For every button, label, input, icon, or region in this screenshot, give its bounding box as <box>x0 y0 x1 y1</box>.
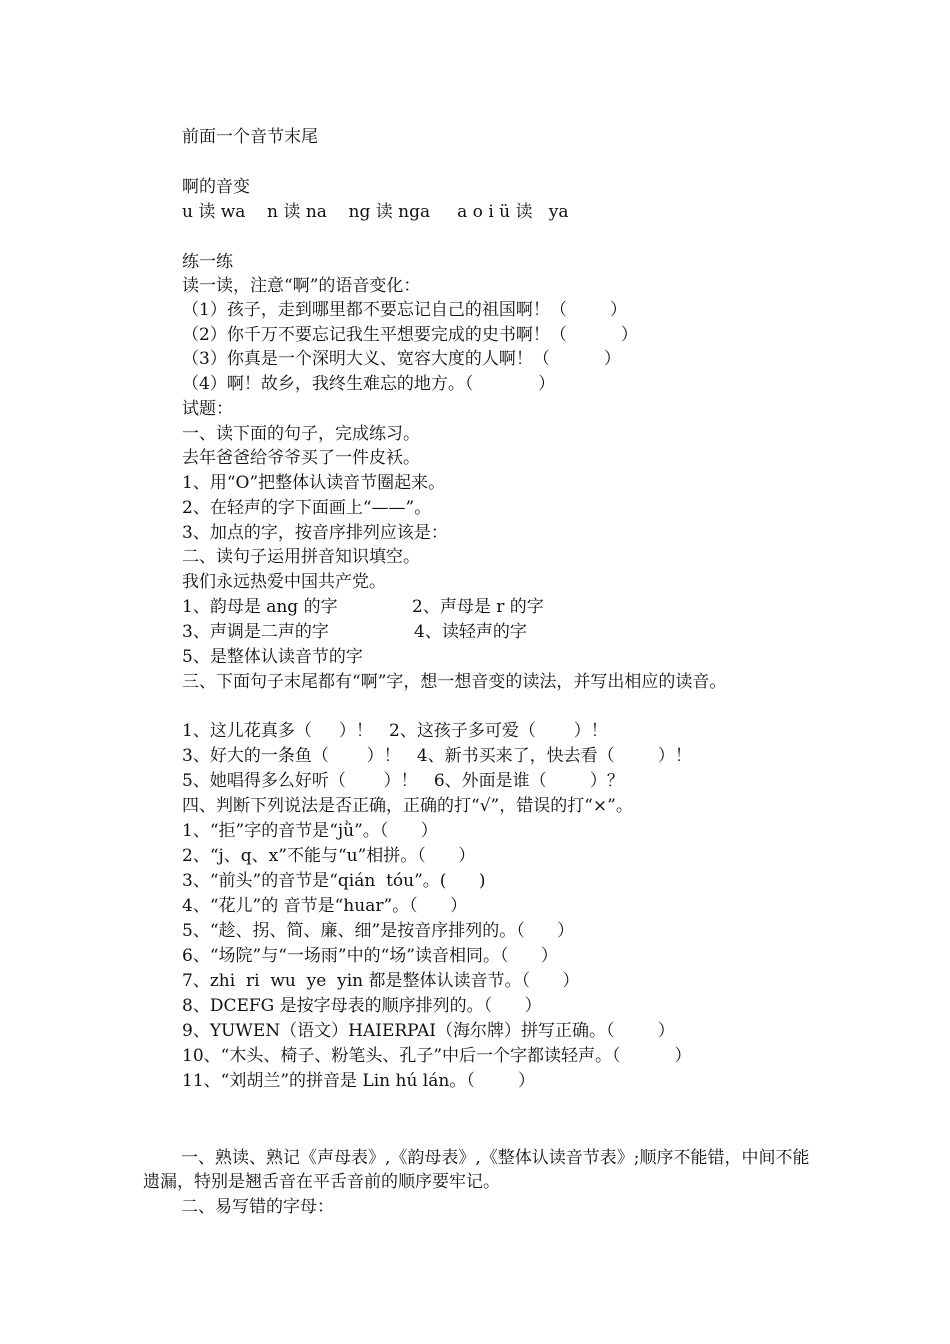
q2-sentence: 我们永远热爱中国共产党。 <box>182 572 386 592</box>
practice-title: 练一练 <box>182 252 233 272</box>
q2-title: 二、读句子运用拼音知识填空。 <box>182 547 420 567</box>
a-change-title: 啊的音变 <box>182 177 250 197</box>
a-change-rule: u 读 wa n 读 na ng 读 nga a o i ü 读 ya <box>182 202 569 222</box>
q4-title: 四、判断下列说法是否正确，正确的打“√”，错误的打“×”。 <box>182 796 633 816</box>
q2-item: 2、声母是 r 的字 <box>412 597 544 617</box>
q2-item: 4、读轻声的字 <box>414 622 527 642</box>
section-end-text: 前面一个音节末尾 <box>182 127 318 147</box>
q4-item: 6、“场院”与“一场雨”中的“场”读音相同。（ ） <box>182 946 558 966</box>
q4-item: 1、“拒”字的音节是“jǜ”。（ ） <box>182 821 438 841</box>
practice-item: （2）你千万不要忘记我生平想要完成的史书啊！（ ） <box>182 325 638 345</box>
q3-title: 三、下面句子末尾都有“啊”字，想一想音变的读法，并写出相应的读音。 <box>182 672 727 692</box>
q4-item: 2、“j、q、x”不能与“u”相拼。（ ） <box>182 846 476 866</box>
q1-title: 一、读下面的句子，完成练习。 <box>182 424 420 444</box>
q4-item: 9、YUWEN（语文）HAIERPAI（海尔牌）拼写正确。（ ） <box>182 1021 675 1041</box>
q4-item: 4、“花儿”的 音节是“huar”。（ ） <box>182 896 468 916</box>
q4-item: 7、zhi ri wu ye yin 都是整体认读音节。（ ） <box>182 971 580 991</box>
q4-item: 3、“前头”的音节是“qián tóu”。( ) <box>182 871 486 891</box>
q1-item: 1、用“O”把整体认读音节圈起来。 <box>182 473 446 493</box>
notes-paragraph: 一、熟读、熟记《声母表》,《韵母表》,《整体认读音节表》;顺序不能错，中间不能遗漏，特别是翘舌音在平舌音前的顺序要牢记。 <box>143 1148 810 1192</box>
test-title: 试题： <box>182 399 233 419</box>
q2-item: 3、声调是二声的字 <box>182 622 329 642</box>
q2-item: 1、韵母是 ang 的字 <box>182 597 338 617</box>
q1-item: 2、在轻声的字下面画上“——”。 <box>182 498 432 518</box>
q4-item: 5、“趁、拐、简、廉、细”是按音序排列的。（ ） <box>182 921 575 941</box>
q1-item: 3、加点的字，按音序排列应该是： <box>182 523 448 543</box>
notes-paragraph: 二、易写错的字母： <box>181 1197 334 1217</box>
practice-item: （3）你真是一个深明大义、宽容大度的人啊！（ ） <box>182 349 621 369</box>
q3-row: 3、好大的一条鱼（ ）！ 4、新书买来了，快去看（ ）！ <box>182 746 692 766</box>
q3-row: 1、这儿花真多（ ）！ 2、这孩子多可爱（ ）！ <box>182 721 608 741</box>
q1-sentence: 去年爸爸给爷爷买了一件皮袄。 <box>182 448 420 468</box>
practice-item: （1）孩子，走到哪里都不要忘记自己的祖国啊！（ ） <box>182 300 628 320</box>
q4-item: 8、DCEFG 是按字母表的顺序排列的。（ ） <box>182 996 542 1016</box>
q4-item: 11、“刘胡兰”的拼音是 Lin hú lán。（ ） <box>182 1071 536 1091</box>
q3-row: 5、她唱得多么好听（ ）！ 6、外面是谁（ ）？ <box>182 771 624 791</box>
q2-item: 5、是整体认读音节的字 <box>182 647 363 667</box>
practice-instruction: 读一读，注意“啊”的语音变化： <box>182 276 421 296</box>
q4-item: 10、“木头、椅子、粉笔头、孔子”中后一个字都读轻声。（ ） <box>182 1046 692 1066</box>
practice-item: （4）啊！故乡，我终生难忘的地方。（ ） <box>182 374 556 394</box>
